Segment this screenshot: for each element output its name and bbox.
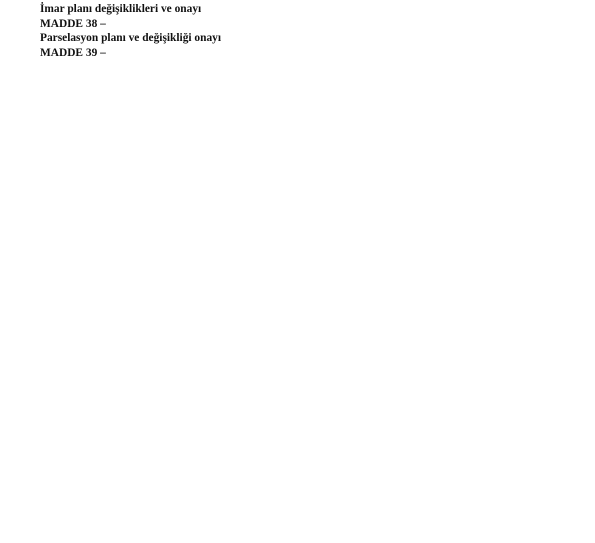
article-39-label: MADDE 39 – [40, 46, 106, 59]
article-38-label: MADDE 38 – [40, 17, 106, 30]
article-38-paragraph-1 [6, 17, 587, 32]
section-heading-parselasyon: Parselasyon planı ve değişikliği onayı [40, 32, 222, 45]
article-39-paragraph-1 [6, 46, 587, 61]
section-heading-imar: İmar planı değişiklikleri ve onayı [40, 3, 202, 15]
